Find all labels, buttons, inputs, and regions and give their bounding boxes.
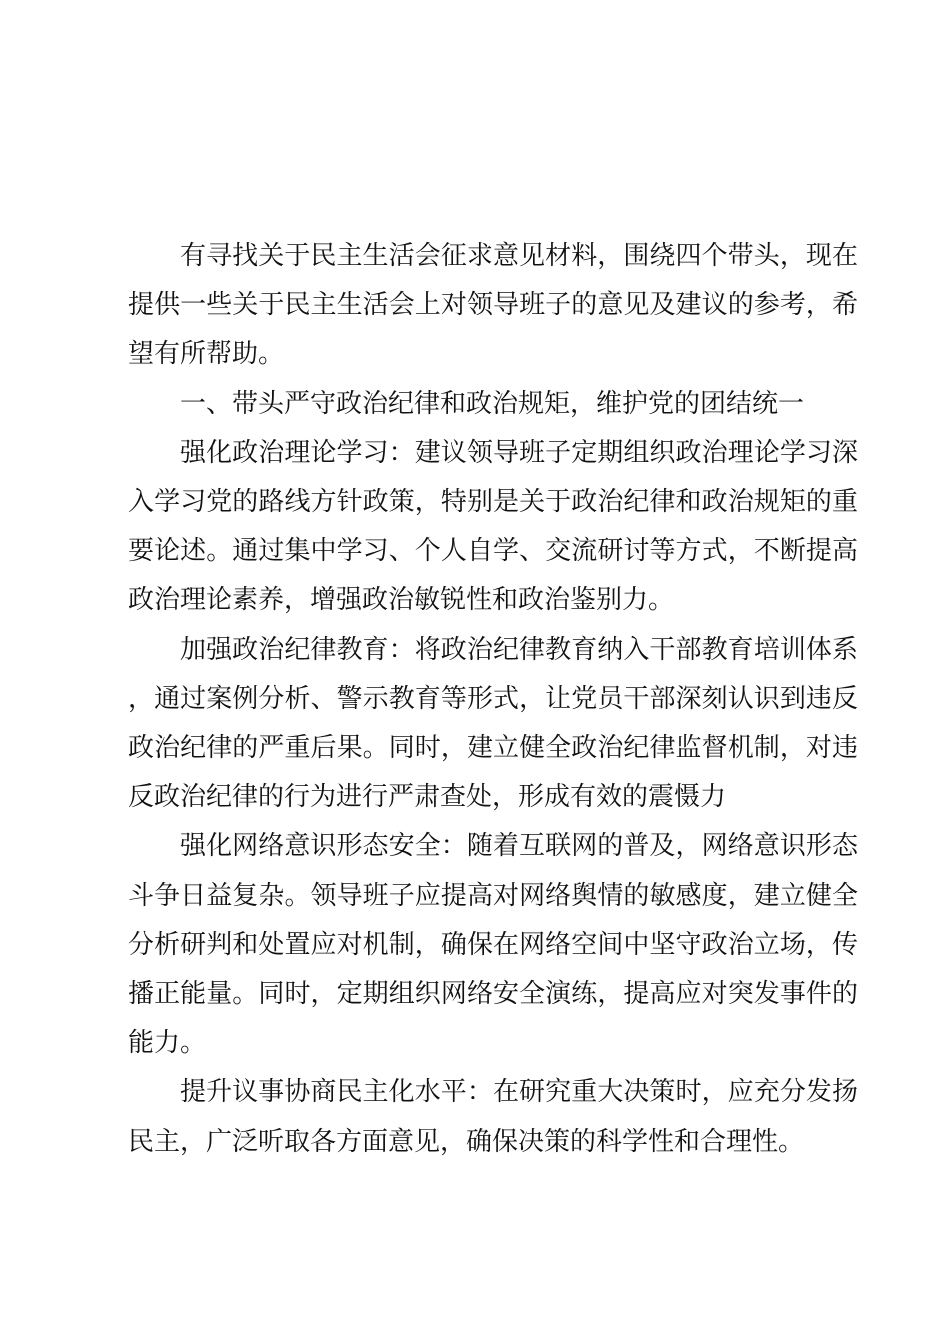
section-heading: 一、带头严守政治纪律和政治规矩，维护党的团结统一 xyxy=(180,388,805,419)
body-paragraph: 强化网络意识形态安全：随着互联网的普及，网络意识形态斗争日益复杂。领导班子应提高对网络舆情的敏感度，建立健全分析研判和处置应对机制，确保在网络空间中坚守政治立场，传播正能量。同时，定期组织网络安全演练，提高应对突发事件的能力。 xyxy=(128,831,858,1059)
body-paragraph: 提升议事协商民主化水平：在研究重大决策时，应充分发扬民主，广泛听取各方面意见，确保决策的科学性和合理性。 xyxy=(128,1077,858,1157)
body-paragraph: 强化政治理论学习：建议领导班子定期组织政治理论学习深入学习党的路线方针政策，特别是关于政治纪律和政治规矩的重要论述。通过集中学习、个人自学、交流研讨等方式，不断提高政治理论素养，增强政治敏锐性和政治鉴别力。 xyxy=(128,437,858,616)
body-paragraph: 加强政治纪律教育：将政治纪律教育纳入干部教育培训体系，通过案例分析、警示教育等形式，让党员干部深刻认识到违反政治纪律的严重后果。同时，建立健全政治纪律监督机制，对违反政治纪律的行为进行严肃查处，形成有效的震慑力 xyxy=(128,634,858,813)
intro-paragraph: 有寻找关于民主生活会征求意见材料，围绕四个带头，现在提供一些关于民主生活会上对领导班子的意见及建议的参考，希望有所帮助。 xyxy=(128,241,858,370)
document-body xyxy=(128,232,858,1167)
